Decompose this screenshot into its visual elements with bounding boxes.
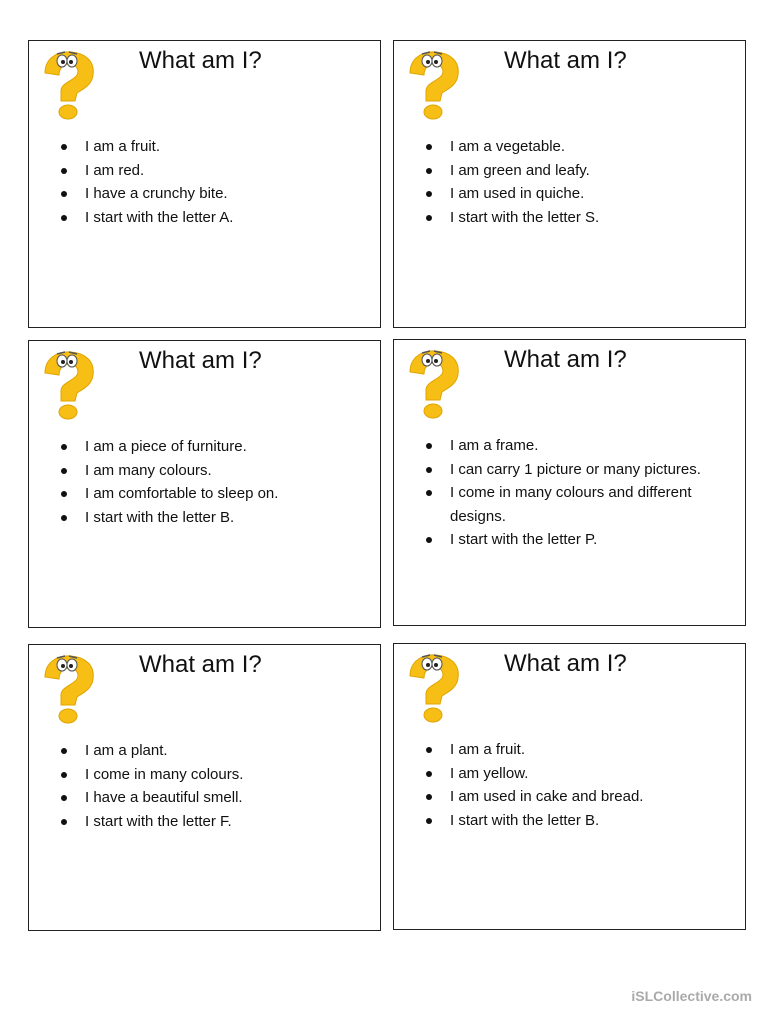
- clue-item: I am a frame.: [450, 434, 735, 458]
- riddle-card-1: [28, 40, 381, 328]
- clue-item: I start with the letter P.: [450, 528, 735, 552]
- clue-item: I start with the letter F.: [85, 810, 370, 834]
- riddle-card-5: [28, 644, 381, 931]
- clue-item: I have a beautiful smell.: [85, 786, 370, 810]
- card-title: What am I?: [139, 651, 262, 678]
- clue-list: [85, 739, 370, 833]
- clue-item: I am a plant.: [85, 739, 370, 763]
- clue-item: I am red.: [85, 159, 370, 183]
- clue-item: I am used in cake and bread.: [450, 785, 735, 809]
- clue-list: [450, 135, 735, 229]
- clue-item: I have a crunchy bite.: [85, 182, 370, 206]
- card-title: What am I?: [139, 347, 262, 374]
- question-mark-character-icon: [37, 49, 99, 121]
- clue-item: I am a vegetable.: [450, 135, 735, 159]
- clue-item: I can carry 1 picture or many pictures.: [450, 458, 735, 482]
- question-mark-character-icon: [402, 652, 464, 724]
- riddle-card-2: [393, 40, 746, 328]
- clue-item: I am a piece of furniture.: [85, 435, 370, 459]
- clue-item: I start with the letter B.: [450, 809, 735, 833]
- clue-item: I am a fruit.: [85, 135, 370, 159]
- question-mark-character-icon: [402, 49, 464, 121]
- clue-item: I start with the letter S.: [450, 206, 735, 230]
- clue-item: I am many colours.: [85, 459, 370, 483]
- clue-item: I am used in quiche.: [450, 182, 735, 206]
- clue-list: [85, 135, 370, 229]
- question-mark-character-icon: [402, 348, 464, 420]
- clue-list: [85, 435, 370, 529]
- card-title: What am I?: [504, 650, 627, 677]
- card-title: What am I?: [139, 47, 262, 74]
- riddle-card-6: [393, 643, 746, 930]
- card-title: What am I?: [504, 346, 627, 373]
- clue-item: I am yellow.: [450, 762, 735, 786]
- card-title: What am I?: [504, 47, 627, 74]
- clue-item: I am green and leafy.: [450, 159, 735, 183]
- clue-list: [450, 738, 735, 832]
- riddle-card-4: [393, 339, 746, 626]
- clue-item: I am comfortable to sleep on.: [85, 482, 370, 506]
- question-mark-character-icon: [37, 653, 99, 725]
- riddle-card-3: [28, 340, 381, 628]
- clue-list: [450, 434, 735, 552]
- watermark: iSLCollective.com: [631, 988, 752, 1004]
- clue-item: I am a fruit.: [450, 738, 735, 762]
- clue-item: I start with the letter B.: [85, 506, 370, 530]
- question-mark-character-icon: [37, 349, 99, 421]
- clue-item: I come in many colours and different designs.: [450, 481, 735, 528]
- clue-item: I come in many colours.: [85, 763, 370, 787]
- clue-item: I start with the letter A.: [85, 206, 370, 230]
